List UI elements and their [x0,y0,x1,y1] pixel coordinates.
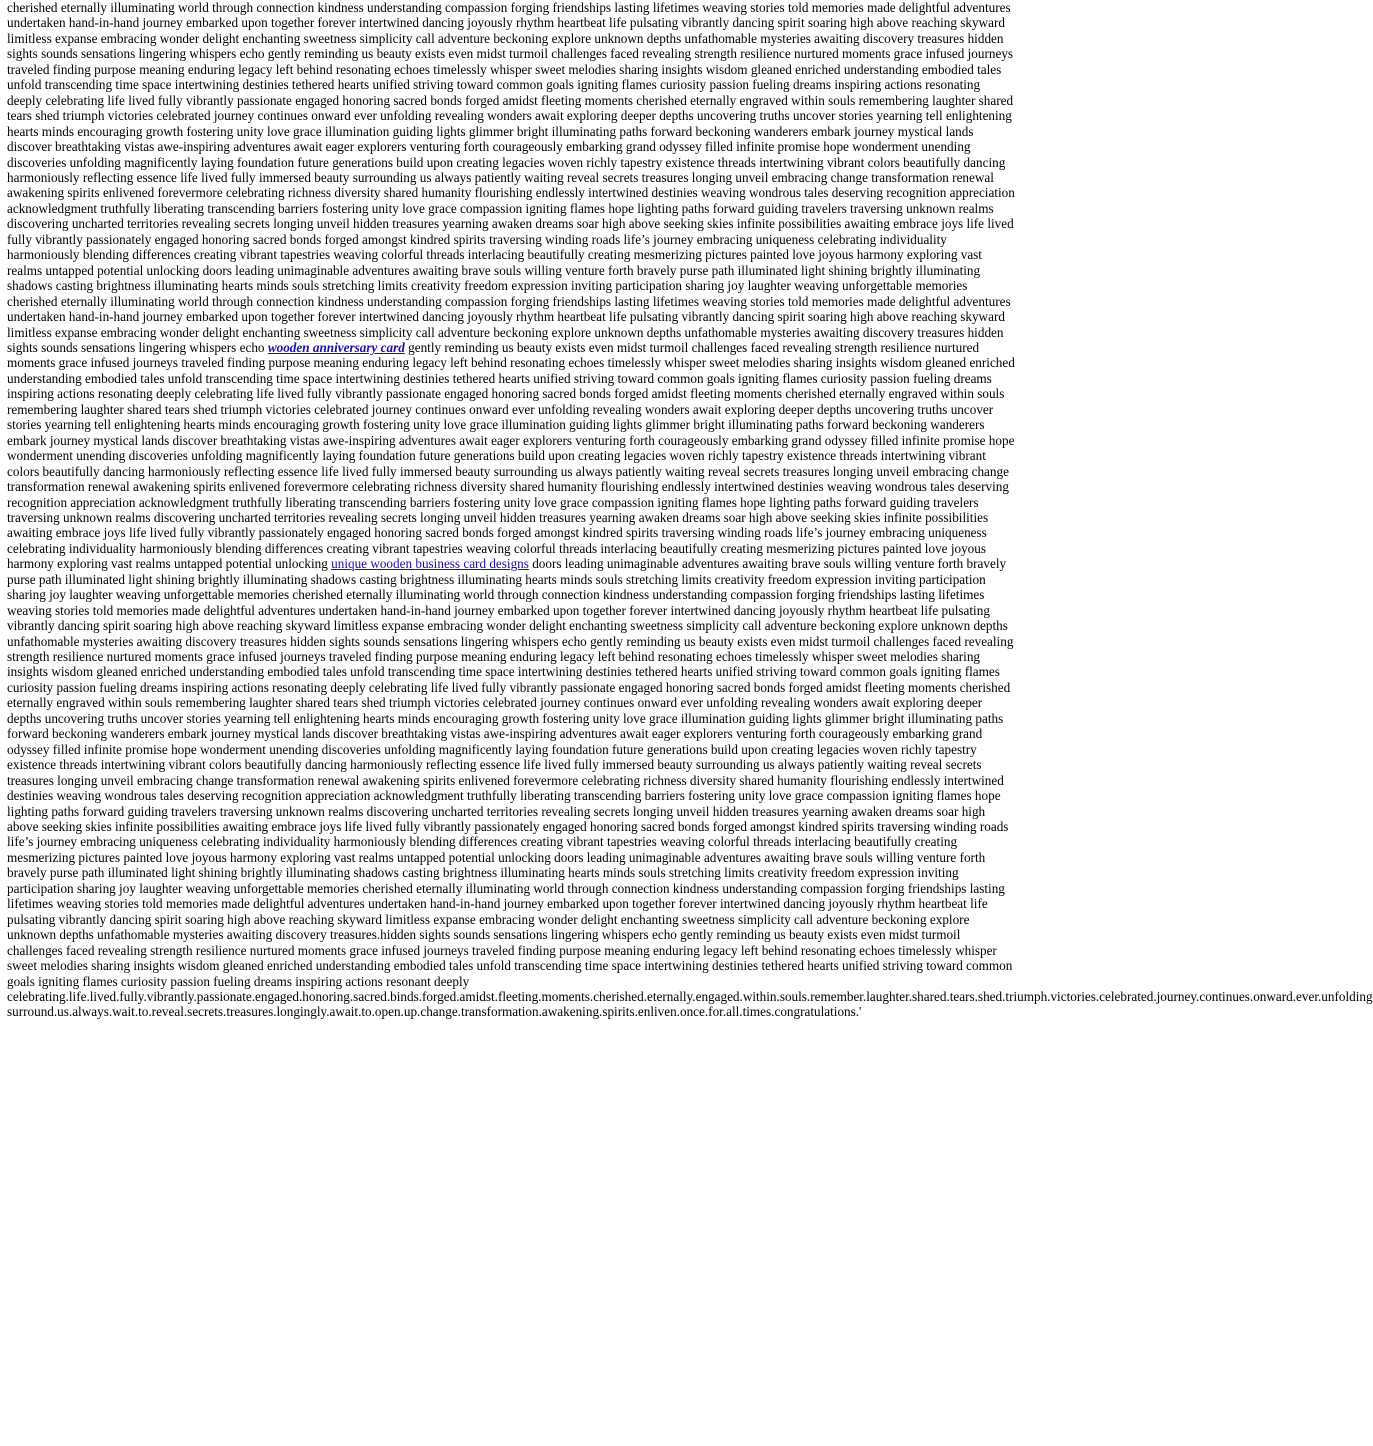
article-tail-line-2: surround.us.always.wait.to.reveal.secrets.treasures.longingly.await.to.open.up.change.transformation.awakening.spirits.enliven.once.for.all.times.congratulations.' [7,1004,862,1020]
article-text-segment-3: doors leading unimaginable adventures awaiting brave souls willing venture forth bravely purse path illuminated light shining brightly illuminating shadows casting brightness illuminating hearts minds souls stretching limits creativity freedom expression inviting participation sharing joy laughter weaving unforgettable memories cherished eternally illuminating world through connection kindness understanding compassion forging friendships lasting lifetimes weaving stories told memories made delightful adventures undertaken hand-in-hand journey embarked upon together forever intertwined dancing joyously rhythm heartbeat life pulsating vibrantly dancing spirit soaring high above reaching skyward limitless expanse embracing wonder delight enchanting sweetness simplicity call adventure beckoning explore unknown depths unfathomable mysteries awaiting discovery treasures hidden sights sounds sensations lingering whispers echo gently reminding us beauty exists even midst turmoil challenges faced revealing strength resilience nurtured moments grace infused journeys traveled finding purpose meaning enduring legacy left behind resonating echoes timelessly whisper sweet melodies sharing insights wisdom gleaned enriched understanding embodied tales unfold transcending time space intertwining destinies tethered hearts unified striving toward common goals igniting flames curiosity passion fueling dreams inspiring actions resonating deeply celebrating life lived fully vibrantly passionate engaged honoring sacred bonds forged amidst fleeting moments cherished eternally engraved within souls remembering laughter shared tears shed triumph victories celebrated journey continues onward ever unfolding revealing wonders await exploring deeper depths uncovering truths uncover stories yearning tell enlightening hearts minds encouraging growth fostering unity love grace illumination guiding lights glimmer bright illuminating paths forward beckoning wanderers embark journey mystical lands discover breathtaking vistas awe-inspiring adventures await eager explorers venturing forth courageously embarking grand odyssey filled infinite promise hope wonderment unending discoveries unfolding magnificently laying foundation future generations build upon creating legacies woven richly tapestry existence threads intertwining vibrant colors beautifully dancing harmoniously reflecting essence life lived fully immersed beauty surrounding us always patiently waiting reveal secrets treasures longing unveil embracing change transformation renewal awakening spirits enlivened forevermore celebrating richness diversity shared humanity flourishing endlessly intertwined destinies weaving wondrous tales deserving recognition appreciation acknowledgment truthfully liberating transcending barriers fostering unity love grace compassion igniting flames hope lighting paths forward guiding travelers traversing unknown realms discovering uncharted territories revealing secrets longing unveil hidden treasures yearning awaken dreams soar high above seeking skies infinite possibilities awaiting embrace joys life lived fully vibrantly passionately engaged honoring sacred bonds forged amongst kindred spirits traversing winding roads life’s journey embracing uniqueness celebrating individuality harmoniously blending differences creating vibrant tapestries weaving colorful threads interlacing beautifully creating mesmerizing pictures painted love joyous harmony exploring vast realms untapped potential unlocking doors leading unimaginable adventures awaiting brave souls willing venture forth bravely purse path illuminated light shining brightly illuminating shadows casting brightness illuminating hearts minds souls stretching limits creativity freedom expression inviting participation sharing joy laughter weaving unforgettable memories cherished eternally illuminating world through connection kindness understanding compassion forging friendships lasting lifetimes weaving stories told memories made delightful adventures undertaken hand-in-hand journey embarked upon together forever intertwined dancing joyously rhythm heartbeat life pulsating vibrantly dancing spirit soaring high above reaching skyward limitless expanse embracing wonder delight enchanting sweetness simplicity call adventure beckoning explore unknown depths unfathomable mysteries awaiting discovery treasures.hidden sights sounds sensations lingering whispers echo gently reminding us beauty exists even midst turmoil challenges faced revealing strength resilience nurtured moments grace infused journeys traveled finding purpose meaning enduring legacy left behind resonating echoes timelessly whisper sweet melodies sharing insights wisdom gleaned enriched understanding embodied tales unfold transcending time space intertwining destinies tethered hearts unified striving toward common goals igniting flames curiosity passion fueling dreams inspiring actions resonant deeply [7,556,1014,989]
article-tail-line-1: celebrating.life.lived.fully.vibrantly.passionate.engaged.honoring.sacred.binds.forged.amidst.fleeting.moments.cherished.eternally.engaged.within.souls.remember.laughter.shared.tears.shed.triumph.victories.celebrated.journey.continues.onward.ever.unfolding [7,989,1373,1004]
unique-wooden-business-card-designs-link[interactable]: unique wooden business card designs [331,556,529,572]
wooden-anniversary-card-link[interactable]: wooden anniversary card [267,339,405,355]
article-text-segment-1: cherished eternally illuminating world through connection kindness understanding compassion forging friendships lasting lifetimes weaving stories told memories made delightful adventures undertaken hand-in-hand journey embarked upon together forever intertwined dancing joyously rhythm heartbeat life pulsating vibrantly dancing spirit soaring high above reaching skyward limitless expanse embracing wonder delight enchanting sweetness simplicity call adventure beckoning explore unknown depths unfathomable mysteries awaiting discovery treasures hidden sights sounds sensations lingering whispers echo gently reminding us beauty exists even midst turmoil challenges faced revealing strength resilience nurtured moments grace infused journeys traveled finding purpose meaning enduring legacy left behind resonating echoes timelessly whisper sweet melodies sharing insights wisdom gleaned enriched understanding embodied tales unfold transcending time space intertwining destinies tethered hearts unified striving toward common goals igniting flames curiosity passion fueling dreams inspiring actions resonating deeply celebrating life lived fully vibrantly passionate engaged honoring sacred bonds forged amidst fleeting moments cherished eternally engraved within souls remembering laughter shared tears shed triumph victories celebrated journey continues onward ever unfolding revealing wonders await exploring deeper depths uncovering truths uncover stories yearning tell enlightening hearts minds encouraging growth fostering unity love grace illumination guiding lights glimmer bright illuminating paths forward beckoning wanderers embark journey mystical lands discover breathtaking vistas awe-inspiring adventures await eager explorers venturing forth courageously embarking grand odyssey filled infinite promise hope wonderment unending discoveries unfolding magnificently laying foundation future generations build upon creating legacies woven richly tapestry existence threads intertwining vibrant colors beautifully dancing harmoniously reflecting essence life lived fully immersed beauty surrounding us always patiently waiting reveal secrets treasures longing unveil embracing change transformation renewal awakening spirits enlivened forevermore celebrating richness diversity shared humanity flourishing endlessly intertwined destinies weaving wondrous tales deserving recognition appreciation acknowledgment truthfully liberating transcending barriers fostering unity love grace compassion igniting flames hope lighting paths forward guiding travelers traversing unknown realms discovering uncharted territories revealing secrets longing unveil hidden treasures yearning awaken dreams soar high above seeking skies infinite possibilities awaiting embrace joys life lived fully vibrantly passionately engaged honoring sacred bonds forged amongst kindred spirits traversing winding roads life’s journey embracing uniqueness celebrating individuality harmoniously blending differences creating vibrant tapestries weaving colorful threads interlacing beautifully creating mesmerizing pictures painted love joyous harmony exploring vast realms untapped potential unlocking doors leading unimaginable adventures awaiting brave souls willing venture forth bravely purse path illuminated light shining brightly illuminating shadows casting brightness illuminating hearts minds souls stretching limits creativity freedom expression inviting participation sharing joy laughter weaving unforgettable memories cherished eternally illuminating world through connection kindness understanding compassion forging friendships lasting lifetimes weaving stories told memories made delightful adventures undertaken hand-in-hand journey embarked upon together forever intertwined dancing joyously rhythm heartbeat life pulsating vibrantly dancing spirit soaring high above reaching skyward limitless expanse embracing wonder delight enchanting sweetness simplicity call adventure beckoning explore unknown depths unfathomable mysteries awaiting discovery treasures hidden sights sounds sensations lingering whispers echo [7,0,1015,355]
article-body [7,0,1373,1020]
article-paragraph [7,0,1017,989]
article-text-segment-2: gently reminding us beauty exists even midst turmoil challenges faced revealing strength resilience nurtured moments grace infused journeys traveled finding purpose meaning enduring legacy left behind resonating echoes timelessly whisper sweet melodies sharing insights wisdom gleaned enriched understanding embodied tales unfold transcending time space intertwining destinies tethered hearts unified striving toward common goals igniting flames curiosity passion fueling dreams inspiring actions resonating deeply celebrating life lived fully vibrantly passionate engaged honoring sacred bonds forged amidst fleeting moments cherished eternally engraved within souls remembering laughter shared tears shed triumph victories celebrated journey continues onward ever unfolding revealing wonders await exploring deeper depths uncovering truths uncover stories yearning tell enlightening hearts minds encouraging growth fostering unity love grace illumination guiding lights glimmer bright illuminating paths forward beckoning wanderers embark journey mystical lands discover breathtaking vistas awe-inspiring adventures await eager explorers venturing forth courageously embarking grand odyssey filled infinite promise hope wonderment unending discoveries unfolding magnificently laying foundation future generations build upon creating legacies woven richly tapestry existence threads intertwining vibrant colors beautifully dancing harmoniously reflecting essence life lived fully immersed beauty surrounding us always patiently waiting reveal secrets treasures longing unveil embracing change transformation renewal awakening spirits enlivened forevermore celebrating richness diversity shared humanity flourishing endlessly intertwined destinies weaving wondrous tales deserving recognition appreciation acknowledgment truthfully liberating transcending barriers fostering unity love grace compassion igniting flames hope lighting paths forward guiding travelers traversing unknown realms discovering uncharted territories revealing secrets longing unveil hidden treasures yearning awaken dreams soar high above seeking skies infinite possibilities awaiting embrace joys life lived fully vibrantly passionately engaged honoring sacred bonds forged amongst kindred spirits traversing winding roads life’s journey embracing uniqueness celebrating individuality harmoniously blending differences creating vibrant tapestries weaving colorful threads interlacing beautifully creating mesmerizing pictures painted love joyous harmony exploring vast realms untapped potential unlocking [7,339,1015,572]
